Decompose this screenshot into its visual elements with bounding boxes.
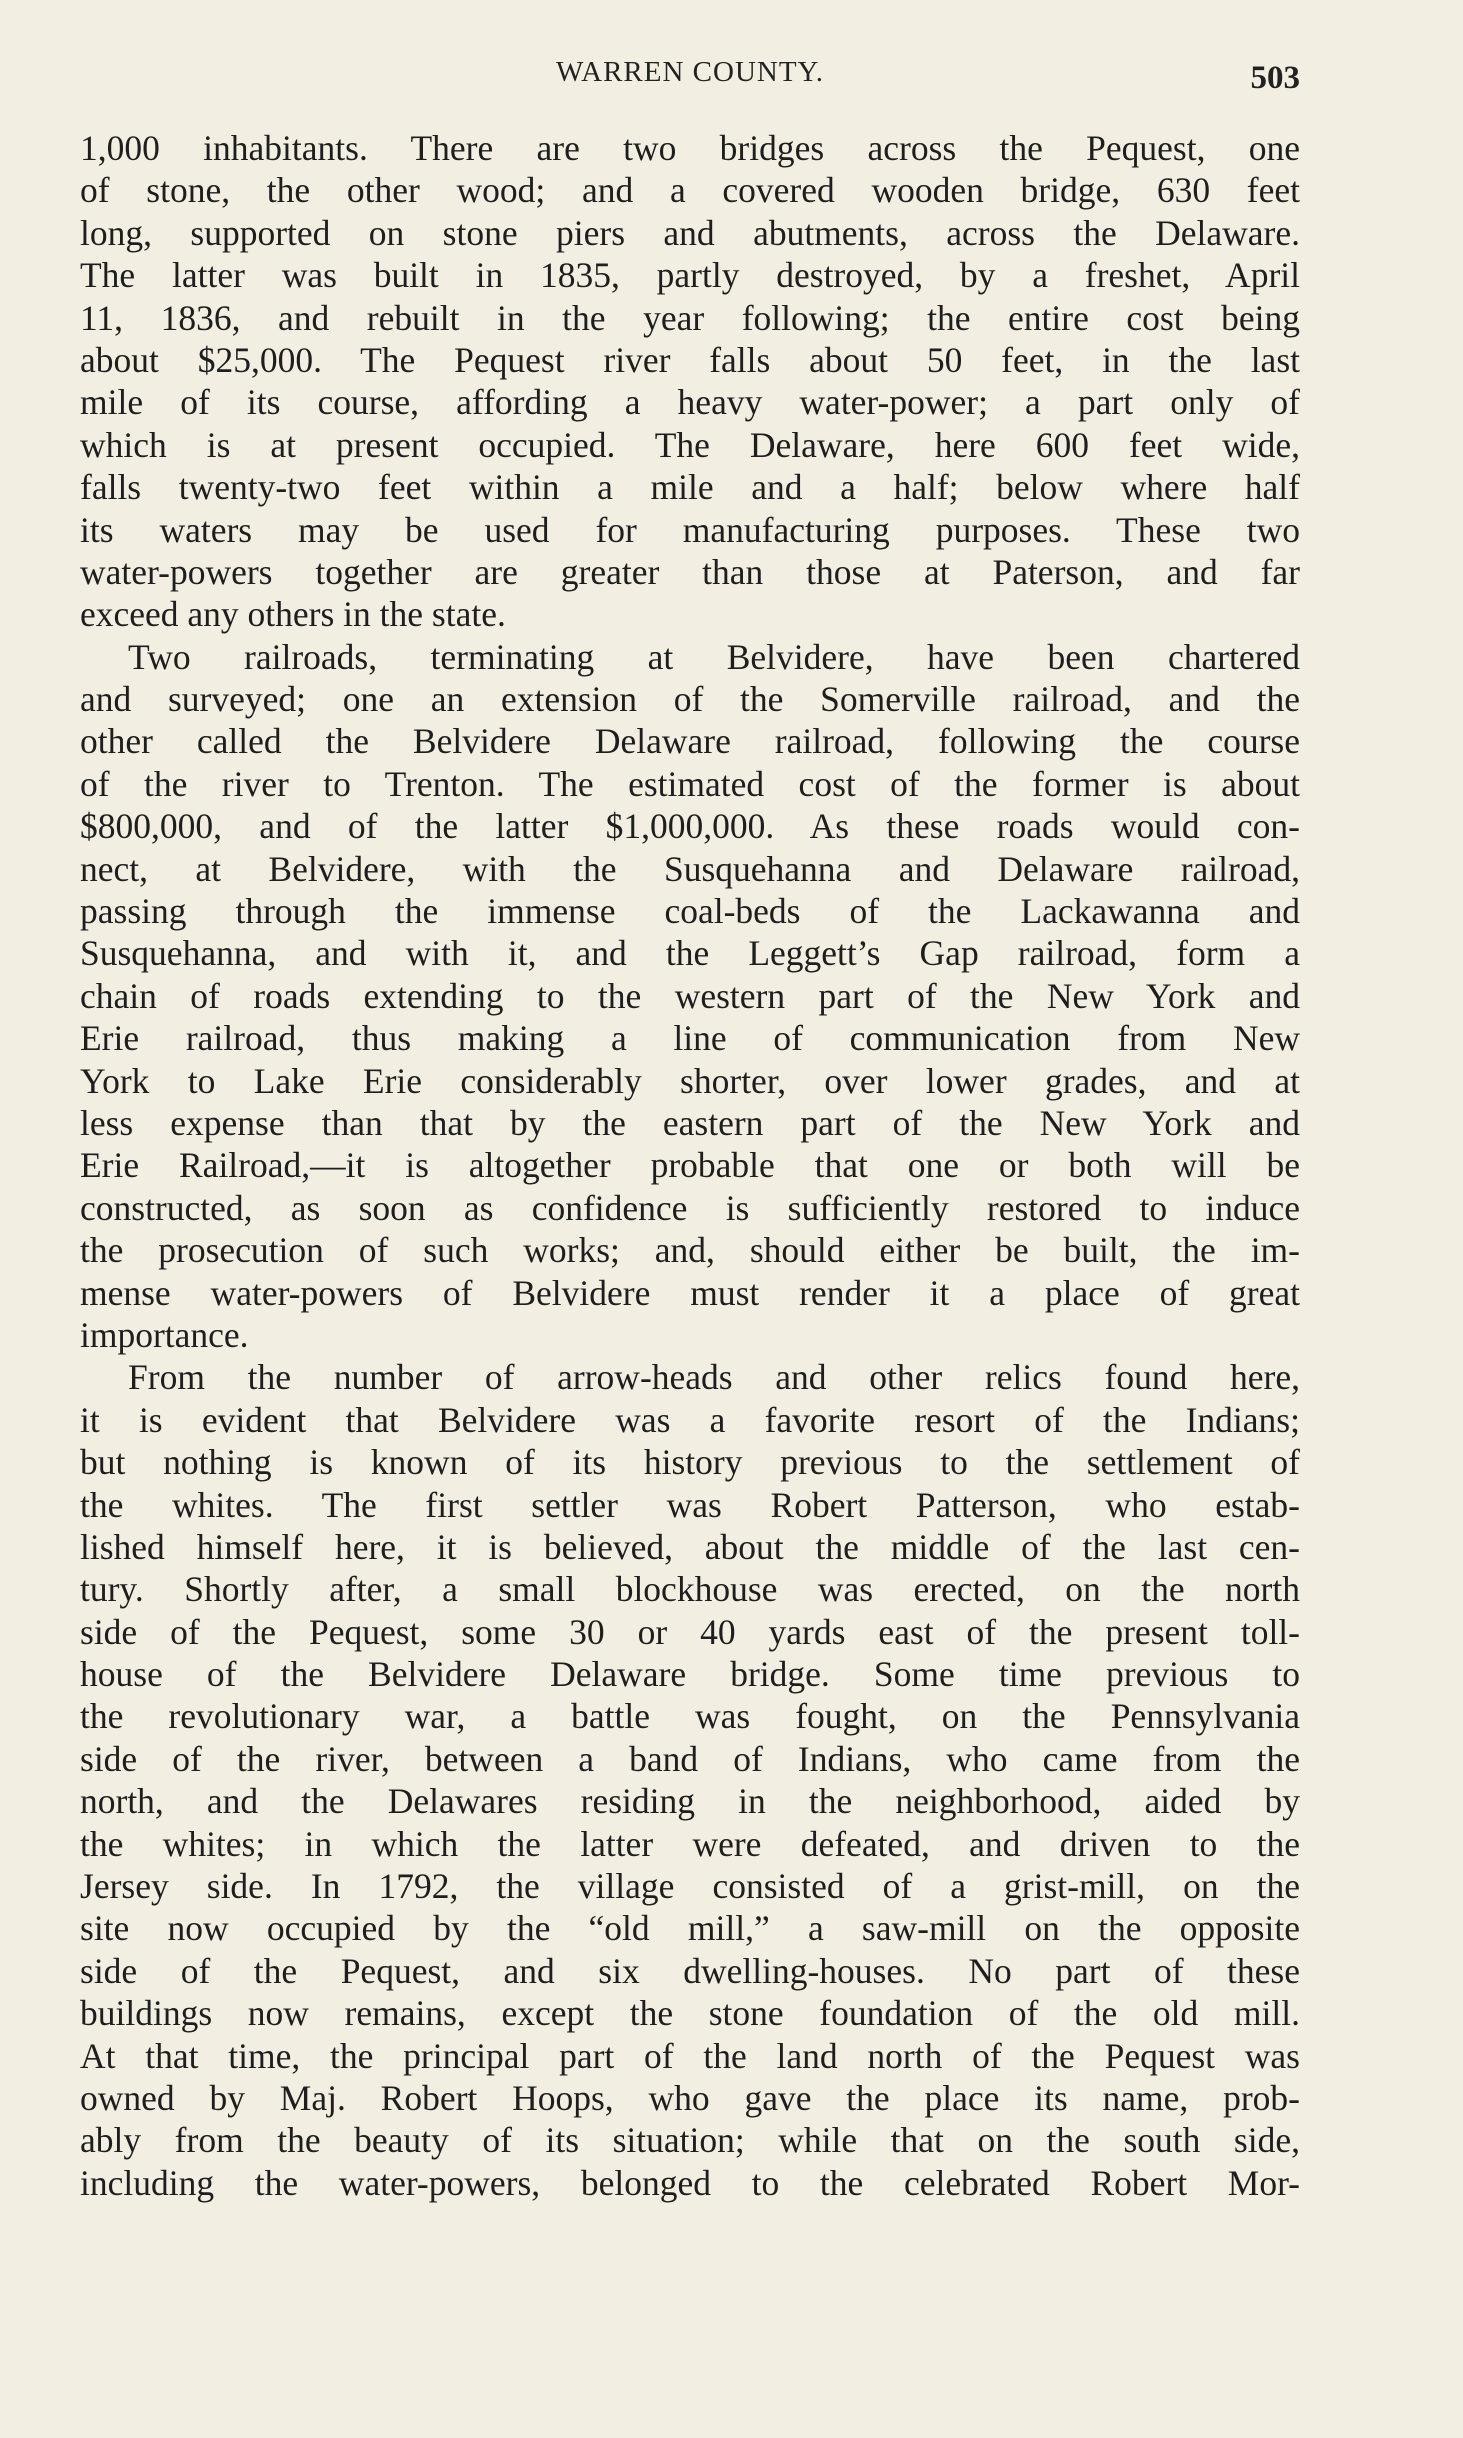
text-line: side of the Pequest, some 30 or 40 yards east of the present toll- xyxy=(80,1611,1300,1652)
text-line: nect, at Belvidere, with the Susquehanna and Delaware railroad, xyxy=(80,848,1300,889)
text-line: long, supported on stone piers and abutments, across the Delaware. xyxy=(80,212,1300,253)
page-number: 503 xyxy=(1250,60,1300,96)
text-line: tury. Shortly after, a small blockhouse was erected, on the north xyxy=(80,1569,1300,1610)
text-line: passing through the immense coal-beds of the Lackawanna and xyxy=(80,891,1300,932)
text-line: From the number of arrow-heads and other relics found here, xyxy=(128,1357,1300,1398)
text-line: north, and the Delawares residing in the neighborhood, aided by xyxy=(80,1781,1300,1822)
text-line: the whites; in which the latter were defeated, and driven to the xyxy=(80,1823,1300,1864)
text-line: falls twenty-two feet within a mile and a half; below where half xyxy=(80,467,1300,508)
text-line: 1,000 inhabitants. There are two bridges across the Pequest, one xyxy=(80,128,1300,168)
text-line: mile of its course, affording a heavy water-power; a part only of xyxy=(80,382,1300,423)
running-head: WARREN COUNTY. xyxy=(555,56,825,88)
text-line: which is at present occupied. The Delaware, here 600 feet wide, xyxy=(80,424,1300,465)
text-line: less expense than that by the eastern part of the New York and xyxy=(80,1102,1300,1143)
text-line: Two railroads, terminating at Belvidere, have been chartered xyxy=(128,636,1300,677)
text-line: and surveyed; one an extension of the Somerville railroad, and the xyxy=(80,679,1300,720)
text-line: chain of roads extending to the western part of the New York and xyxy=(80,975,1300,1016)
text-line: ably from the beauty of its situation; while that on the south side, xyxy=(80,2120,1300,2161)
text-line: its waters may be used for manufacturing purposes. These two xyxy=(80,509,1300,550)
text-line: Susquehanna, and with it, and the Leggett’s Gap railroad, form a xyxy=(80,933,1300,974)
text-line: $800,000, and of the latter $1,000,000. As these roads would con- xyxy=(80,806,1300,847)
text-line: 11, 1836, and rebuilt in the year following; the entire cost being xyxy=(80,297,1300,338)
text-line: Jersey side. In 1792, the village consisted of a grist-mill, on the xyxy=(80,1866,1300,1907)
text-line: lished himself here, it is believed, about the middle of the last cen- xyxy=(80,1526,1300,1567)
text-line: other called the Belvidere Delaware railroad, following the course xyxy=(80,721,1300,762)
text-line: it is evident that Belvidere was a favorite resort of the Indians; xyxy=(80,1399,1300,1440)
paragraph-railroads xyxy=(80,636,1300,1357)
text-line: including the water-powers, belonged to the celebrated Robert Mor- xyxy=(80,2162,1300,2203)
body-text xyxy=(80,127,1300,2204)
text-line: house of the Belvidere Delaware bridge. Some time previous to xyxy=(80,1654,1300,1695)
paragraph-bridges xyxy=(80,127,1300,636)
text-line: side of the river, between a band of Indians, who came from the xyxy=(80,1738,1300,1779)
text-line: the whites. The first settler was Robert Patterson, who estab- xyxy=(80,1484,1300,1525)
text-line: exceed any others in the state. xyxy=(80,594,506,635)
text-line: The latter was built in 1835, partly destroyed, by a freshet, April xyxy=(80,255,1300,296)
text-line: but nothing is known of its history previous to the settlement of xyxy=(80,1442,1300,1483)
text-line: importance. xyxy=(80,1314,249,1355)
text-line: mense water-powers of Belvidere must render it a place of great xyxy=(80,1272,1300,1313)
text-line: of stone, the other wood; and a covered wooden bridge, 630 feet xyxy=(80,170,1300,211)
text-line: Erie railroad, thus making a line of communication from New xyxy=(80,1018,1300,1059)
text-line: constructed, as soon as confidence is sufficiently restored to induce xyxy=(80,1187,1300,1228)
text-line: owned by Maj. Robert Hoops, who gave the place its name, prob- xyxy=(80,2077,1300,2118)
text-line: At that time, the principal part of the land north of the Pequest was xyxy=(80,2035,1300,2076)
text-line: buildings now remains, except the stone foundation of the old mill. xyxy=(80,1993,1300,2034)
text-line: water-powers together are greater than those at Paterson, and far xyxy=(80,551,1300,592)
text-line: of the river to Trenton. The estimated cost of the former is about xyxy=(80,763,1300,804)
paragraph-history xyxy=(80,1356,1300,2204)
text-line: site now occupied by the “old mill,” a saw-mill on the opposite xyxy=(80,1908,1300,1949)
text-line: the revolutionary war, a battle was fought, on the Pennsylvania xyxy=(80,1696,1300,1737)
text-line: about $25,000. The Pequest river falls about 50 feet, in the last xyxy=(80,339,1300,380)
text-line: Erie Railroad,—it is altogether probable that one or both will be xyxy=(80,1145,1300,1186)
text-line: York to Lake Erie considerably shorter, over lower grades, and at xyxy=(80,1060,1300,1101)
text-line: side of the Pequest, and six dwelling-houses. No part of these xyxy=(80,1950,1300,1991)
text-line: the prosecution of such works; and, should either be built, the im- xyxy=(80,1230,1300,1271)
page-header xyxy=(80,52,1300,102)
